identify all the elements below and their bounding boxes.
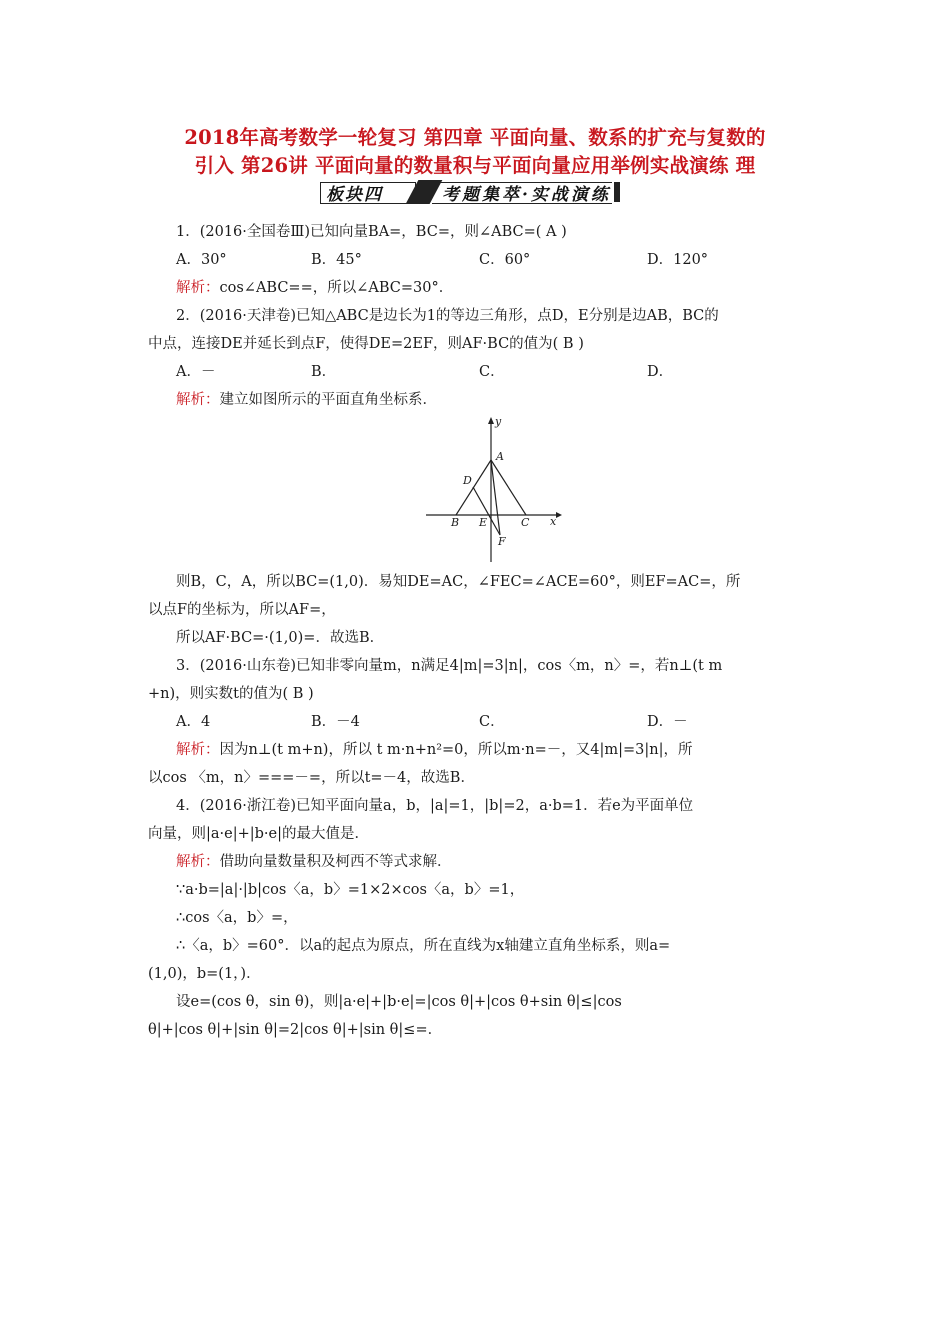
q4-step1: ∵a·b=|a|·|b|cos〈a，b〉=1×2×cos〈a，b〉=1， bbox=[176, 882, 525, 898]
q3-analysis-line1: 解析：因为n⊥(t m+n)，所以 t m·n+n²=0，所以m·n=－，又4|m|=3|n|，所 bbox=[176, 742, 693, 758]
q3-option-c: C． bbox=[479, 714, 505, 730]
coordinate-figure bbox=[420, 412, 565, 567]
label-f: F bbox=[498, 535, 506, 548]
q1-analysis: 解析：cos∠ABC==，所以∠ABC=30°． bbox=[176, 280, 454, 296]
label-e: E bbox=[479, 516, 488, 529]
banner-part2: 考题集萃·实战演练 bbox=[442, 185, 611, 205]
q2-solution-line1: 则B，C，A，所以BC=(1,0)．易知DE=AC，∠FEC=∠ACE=60°，则EF=AC=，所 bbox=[176, 574, 741, 590]
label-x: x bbox=[550, 515, 557, 528]
x-axis-arrow bbox=[556, 512, 562, 518]
document-title-line2: 引入 第26讲 平面向量的数量积与平面向量应用举例实战演练 理 bbox=[194, 154, 756, 177]
q4-step5: 设e=(cos θ，sin θ)，则|a·e|+|b·e|=|cos θ|+|cos θ+sin θ|≤|cos bbox=[176, 994, 622, 1010]
q4-analysis: 解析：借助向量数量积及柯西不等式求解． bbox=[176, 854, 452, 870]
banner-part1: 板块四 bbox=[326, 185, 383, 205]
q4-stem-line2: 向量，则|a·e|+|b·e|的最大值是． bbox=[148, 826, 369, 842]
q1-stem: 1．(2016·全国卷Ⅲ)已知向量BA=，BC=，则∠ABC=( A ) bbox=[176, 224, 567, 240]
q3-analysis-line2: 以cos 〈m，n〉===－=，所以t=－4，故选B． bbox=[148, 770, 475, 786]
q1-option-c: C．60° bbox=[479, 252, 531, 268]
q3-option-b: B．－4 bbox=[311, 714, 360, 730]
analysis-label: 解析： bbox=[176, 392, 220, 408]
q2-analysis: 解析：建立如图所示的平面直角坐标系． bbox=[176, 392, 437, 408]
q2-stem-line1: 2．(2016·天津卷)已知△ABC是边长为1的等边三角形，点D，E分别是边AB，BC的 bbox=[176, 308, 719, 324]
q2-option-c: C． bbox=[479, 364, 505, 380]
q2-option-d: D． bbox=[647, 364, 674, 380]
document-title-line1: 2018年高考数学一轮复习 第四章 平面向量、数系的扩充与复数的 bbox=[184, 126, 766, 149]
label-y: y bbox=[495, 415, 502, 428]
q2-solution-line2: 以点F的坐标为，所以AF=， bbox=[148, 602, 336, 618]
q1-option-a: A．30° bbox=[176, 252, 227, 268]
q2-stem-line2: 中点，连接DE并延长到点F，使得DE=2EF，则AF·BC的值为( B ) bbox=[148, 336, 584, 352]
label-d: D bbox=[463, 474, 472, 487]
q3-stem-line1: 3．(2016·山东卷)已知非零向量m，n满足4|m|=3|n|，cos〈m，n〉=，若n⊥(t m bbox=[176, 658, 723, 674]
q3-stem-line2: +n)，则实数t的值为( B ) bbox=[148, 686, 314, 702]
section-banner bbox=[262, 178, 688, 206]
q4-stem-line1: 4．(2016·浙江卷)已知平面向量a，b，|a|=1，|b|=2，a·b=1．若e为平面单位 bbox=[176, 798, 694, 814]
analysis-label: 解析： bbox=[176, 854, 220, 870]
q1-option-b: B．45° bbox=[311, 252, 362, 268]
y-axis-arrow bbox=[488, 417, 494, 424]
analysis-label: 解析： bbox=[176, 280, 220, 296]
q2-solution-line3: 所以AF·BC=·(1,0)=．故选B． bbox=[176, 630, 385, 646]
q4-step6: θ|+|cos θ|+|sin θ|=2|cos θ|+|sin θ|≤=． bbox=[148, 1022, 443, 1038]
q4-step2: ∴cos〈a，b〉=， bbox=[176, 910, 298, 926]
label-b: B bbox=[451, 516, 460, 529]
q4-step4: (1,0)，b=(1，)． bbox=[148, 966, 261, 982]
q3-option-a: A．4 bbox=[176, 714, 211, 730]
label-a: A bbox=[496, 450, 504, 463]
label-c: C bbox=[521, 516, 530, 529]
q2-option-a: A．－ bbox=[176, 364, 216, 380]
q2-option-b: B． bbox=[311, 364, 337, 380]
q4-step3: ∴〈a，b〉=60°．以a的起点为原点，所在直线为x轴建立直角坐标系，则a= bbox=[176, 938, 671, 954]
analysis-label: 解析： bbox=[176, 742, 220, 758]
q3-option-d: D．－ bbox=[647, 714, 688, 730]
q1-option-d: D．120° bbox=[647, 252, 709, 268]
